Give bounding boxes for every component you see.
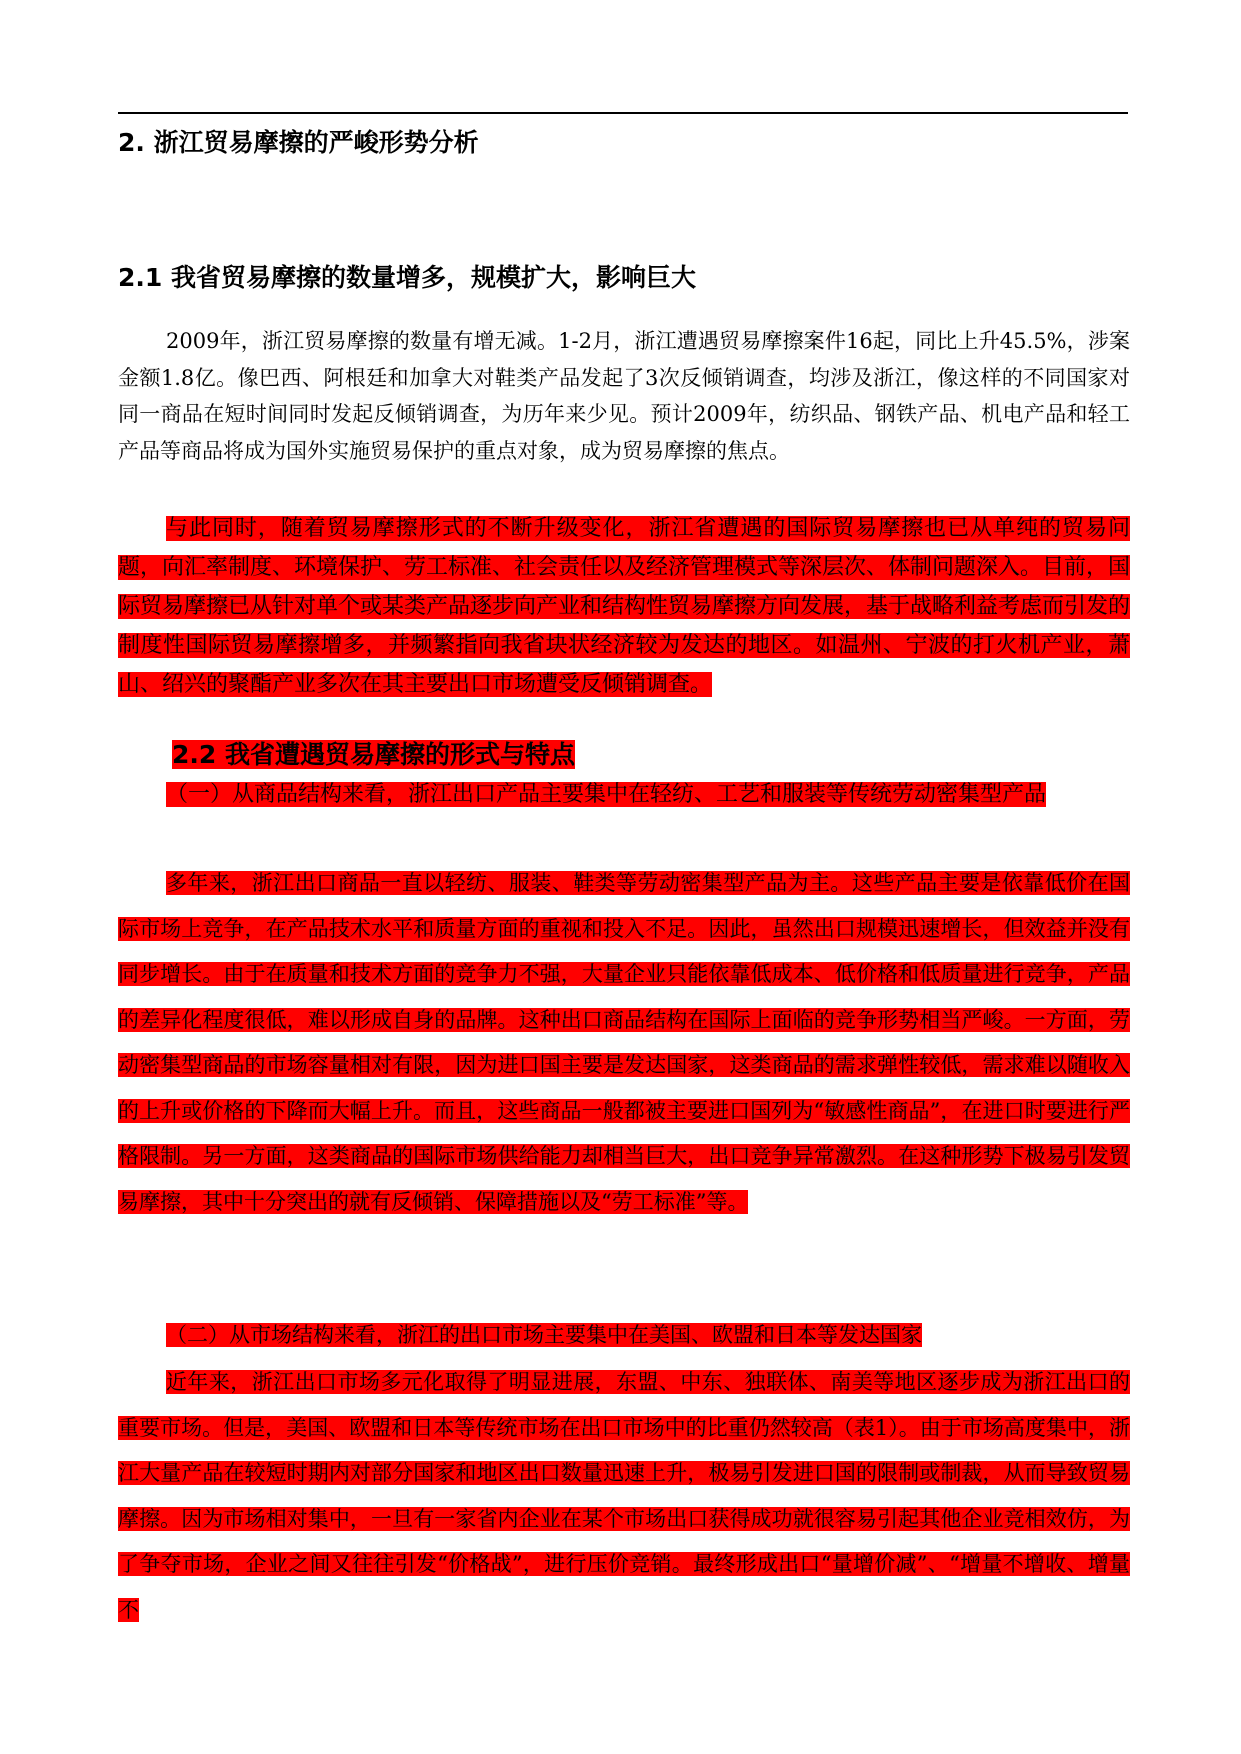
- paragraph-2009-overview: [118, 323, 1130, 469]
- highlighted-text: 近年来，浙江出口市场多元化取得了明显进展，东盟、中东、独联体、南美等地区逐步成为浙江出口的重要市场。但是，美国、欧盟和日本等传统市场在出口市场中的比重仍然较高（表1）。由于市场高度集中，浙江大量产品在较短时期内对部分国家和地区出口数量迅速上升，极易引发进口国的限制或制裁，从而导致贸易摩擦。因为市场相对集中，一旦有一家省内企业在某个市场出口获得成功就很容易引起其他企业竞相效仿，为了争夺市场，企业之间又往往引发“价格战”，进行压价竞销。最终形成出口“量增价减”、“增量不增收、增量不: [118, 1370, 1130, 1622]
- highlighted-text: 多年来，浙江出口商品一直以轻纺、服装、鞋类等劳动密集型产品为主。这些产品主要是依靠低价在国际市场上竞争，在产品技术水平和质量方面的重视和投入不足。因此，虽然出口规模迅速增长，但效益并没有同步增长。由于在质量和技术方面的竞争力不强，大量企业只能依靠低成本、低价格和低质量进行竞争，产品的差异化程度很低，难以形成自身的品牌。这种出口商品结构在国际上面临的竞争形势相当严峻。一方面，劳动密集型商品的市场容量相对有限，因为进口国主要是发达国家，这类商品的需求弹性较低，需求难以随收入的上升或价格的下降而大幅上升。而且，这些商品一般都被主要进口国列为“敏感性商品”，在进口时要进行严格限制。另一方面，这类商品的国际市场供给能力却相当巨大，出口竞争异常激烈。在这种形势下极易引发贸易摩擦，其中十分突出的就有反倾销、保障措施以及“劳工标准”等。: [118, 871, 1130, 1214]
- paragraph-labor-intensive: [118, 861, 1130, 1225]
- highlighted-text: 与此同时，随着贸易摩擦形式的不断升级变化，浙江省遭遇的国际贸易摩擦也已从单纯的贸易问题，向汇率制度、环境保护、劳工标准、社会责任以及经济管理模式等深层次、体制问题深入。目前，国际贸易摩擦已从针对单个或某类产品逐步向产业和结构性贸易摩擦方向发展，基于战略利益考虑而引发的制度性国际贸易摩擦增多，并频繁指向我省块状经济较为发达的地区。如温州、宁波的打火机产业，萧山、绍兴的聚酯产业多次在其主要出口市场遭受反倾销调查。: [118, 516, 1131, 697]
- header-rule: [118, 112, 1128, 114]
- paragraph-escalation-highlighted: [118, 509, 1130, 704]
- paragraph-text: 2009年，浙江贸易摩擦的数量有增无减。1-2月，浙江遭遇贸易摩擦案件16起，同比上升45.5%，涉案金额1.8亿。像巴西、阿根廷和加拿大对鞋类产品发起了3次反倾销调查，均涉及浙江，像这样的不同国家对同一商品在短时间同时发起反倾销调查，为历年来少见。预计2009年，纺织品、钢铁产品、机电产品和轻工产品等商品将成为国外实施贸易保护的重点对象，成为贸易摩擦的焦点。: [118, 329, 1130, 463]
- highlighted-text: （二）从市场结构来看，浙江的出口市场主要集中在美国、欧盟和日本等发达国家: [166, 1323, 922, 1347]
- highlighted-text: （一）从商品结构来看，浙江出口产品主要集中在轻纺、工艺和服装等传统劳动密集型产品: [166, 782, 1047, 807]
- subsection-heading-2-2: [172, 738, 575, 772]
- subsection-heading-2-1: 2.1 我省贸易摩擦的数量增多，规模扩大，影响巨大: [118, 263, 696, 292]
- subsection-commodity-structure: [118, 772, 1130, 818]
- paragraph-market-concentration: [118, 1360, 1130, 1633]
- section-heading: 2. 浙江贸易摩擦的严峻形势分析: [118, 128, 479, 157]
- subsection-market-structure: [118, 1317, 1130, 1353]
- highlighted-heading: 2.2 我省遭遇贸易摩擦的形式与特点: [172, 740, 575, 769]
